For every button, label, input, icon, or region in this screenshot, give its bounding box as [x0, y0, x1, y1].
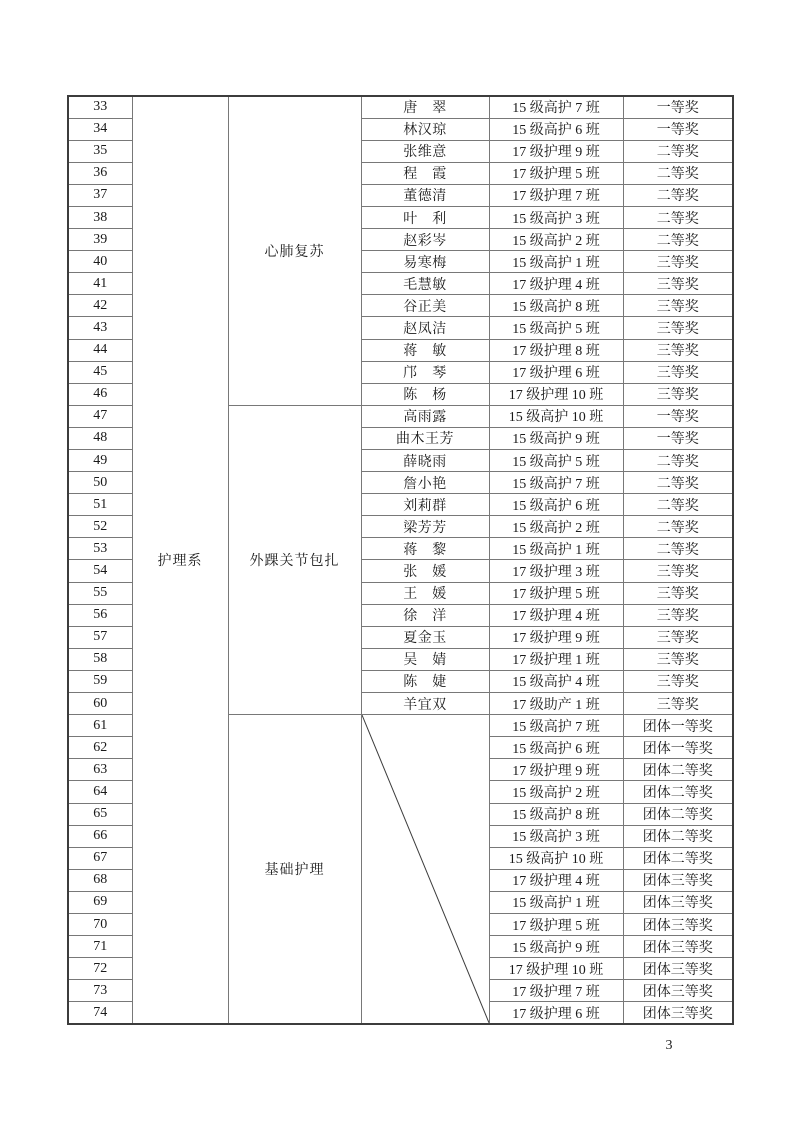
row-number-cell: 38 [68, 206, 132, 228]
row-number-cell: 67 [68, 847, 132, 869]
row-number-cell: 37 [68, 184, 132, 206]
student-name-cell: 陈 婕 [361, 670, 489, 692]
student-name-cell: 林汉琼 [361, 118, 489, 140]
row-number-cell: 41 [68, 273, 132, 295]
class-cell: 15 级高护 6 班 [489, 118, 623, 140]
row-number-cell: 33 [68, 96, 132, 118]
class-cell: 17 级护理 3 班 [489, 560, 623, 582]
award-cell: 三等奖 [623, 560, 733, 582]
award-cell: 团体三等奖 [623, 980, 733, 1002]
row-number-cell: 54 [68, 560, 132, 582]
award-cell: 一等奖 [623, 96, 733, 118]
student-name-cell: 蒋 敏 [361, 339, 489, 361]
row-number-cell: 53 [68, 538, 132, 560]
row-number-cell: 42 [68, 295, 132, 317]
row-number-cell: 46 [68, 383, 132, 405]
class-cell: 17 级护理 9 班 [489, 140, 623, 162]
award-cell: 团体二等奖 [623, 781, 733, 803]
competition-cell: 基础护理 [228, 715, 361, 1024]
row-number-cell: 64 [68, 781, 132, 803]
award-cell: 三等奖 [623, 604, 733, 626]
row-number-cell: 73 [68, 980, 132, 1002]
award-cell: 二等奖 [623, 229, 733, 251]
class-cell: 15 级高护 1 班 [489, 538, 623, 560]
award-cell: 一等奖 [623, 427, 733, 449]
award-cell: 三等奖 [623, 582, 733, 604]
row-number-cell: 71 [68, 936, 132, 958]
class-cell: 17 级护理 8 班 [489, 339, 623, 361]
class-cell: 17 级护理 4 班 [489, 869, 623, 891]
row-number-cell: 43 [68, 317, 132, 339]
row-number-cell: 57 [68, 626, 132, 648]
award-cell: 团体三等奖 [623, 936, 733, 958]
class-cell: 17 级护理 5 班 [489, 162, 623, 184]
award-cell: 团体一等奖 [623, 715, 733, 737]
student-name-cell: 王 媛 [361, 582, 489, 604]
row-number-cell: 47 [68, 405, 132, 427]
class-cell: 17 级护理 4 班 [489, 604, 623, 626]
class-cell: 15 级高护 3 班 [489, 206, 623, 228]
class-cell: 15 级高护 2 班 [489, 781, 623, 803]
row-number-cell: 56 [68, 604, 132, 626]
row-number-cell: 36 [68, 162, 132, 184]
page-number: 3 [665, 1038, 673, 1053]
class-cell: 17 级护理 6 班 [489, 1002, 623, 1024]
class-cell: 15 级高护 7 班 [489, 715, 623, 737]
award-cell: 二等奖 [623, 450, 733, 472]
award-cell: 三等奖 [623, 361, 733, 383]
class-cell: 17 级助产 1 班 [489, 693, 623, 715]
award-cell: 团体三等奖 [623, 1002, 733, 1024]
class-cell: 17 级护理 7 班 [489, 980, 623, 1002]
class-cell: 15 级高护 8 班 [489, 295, 623, 317]
class-cell: 15 级高护 7 班 [489, 96, 623, 118]
student-name-cell: 曲木王芳 [361, 427, 489, 449]
student-name-cell: 吴 婧 [361, 648, 489, 670]
award-cell: 一等奖 [623, 405, 733, 427]
department-cell: 护理系 [132, 96, 228, 1024]
student-name-cell: 程 霞 [361, 162, 489, 184]
award-cell: 三等奖 [623, 317, 733, 339]
student-name-cell: 赵凤洁 [361, 317, 489, 339]
row-number-cell: 58 [68, 648, 132, 670]
row-number-cell: 63 [68, 759, 132, 781]
row-number-cell: 69 [68, 891, 132, 913]
row-number-cell: 55 [68, 582, 132, 604]
class-cell: 15 级高护 9 班 [489, 427, 623, 449]
student-name-cell: 张 媛 [361, 560, 489, 582]
award-cell: 三等奖 [623, 339, 733, 361]
table-row [68, 96, 733, 118]
student-name-cell: 谷正美 [361, 295, 489, 317]
student-name-cell: 梁芳芳 [361, 516, 489, 538]
row-number-cell: 70 [68, 913, 132, 935]
row-number-cell: 34 [68, 118, 132, 140]
award-cell: 团体二等奖 [623, 803, 733, 825]
award-cell: 二等奖 [623, 184, 733, 206]
student-name-cell: 易寒梅 [361, 251, 489, 273]
row-number-cell: 35 [68, 140, 132, 162]
class-cell: 15 级高护 10 班 [489, 405, 623, 427]
awards-table [67, 95, 734, 1025]
row-number-cell: 50 [68, 472, 132, 494]
student-name-cell: 董德清 [361, 184, 489, 206]
row-number-cell: 74 [68, 1002, 132, 1024]
award-cell: 二等奖 [623, 206, 733, 228]
award-cell: 团体三等奖 [623, 913, 733, 935]
class-cell: 15 级高护 10 班 [489, 847, 623, 869]
row-number-cell: 66 [68, 825, 132, 847]
award-cell: 团体二等奖 [623, 847, 733, 869]
class-cell: 15 级高护 5 班 [489, 450, 623, 472]
class-cell: 15 级高护 2 班 [489, 229, 623, 251]
award-cell: 二等奖 [623, 538, 733, 560]
class-cell: 17 级护理 6 班 [489, 361, 623, 383]
award-cell: 三等奖 [623, 295, 733, 317]
row-number-cell: 65 [68, 803, 132, 825]
class-cell: 17 级护理 1 班 [489, 648, 623, 670]
row-number-cell: 51 [68, 494, 132, 516]
competition-cell: 外踝关节包扎 [228, 405, 361, 714]
class-cell: 17 级护理 5 班 [489, 913, 623, 935]
row-number-cell: 60 [68, 693, 132, 715]
award-cell: 三等奖 [623, 273, 733, 295]
class-cell: 17 级护理 7 班 [489, 184, 623, 206]
student-name-cell: 徐 洋 [361, 604, 489, 626]
class-cell: 17 级护理 4 班 [489, 273, 623, 295]
award-cell: 团体二等奖 [623, 759, 733, 781]
award-cell: 三等奖 [623, 648, 733, 670]
award-cell: 三等奖 [623, 693, 733, 715]
award-cell: 二等奖 [623, 140, 733, 162]
row-number-cell: 59 [68, 670, 132, 692]
student-name-cell: 刘莉群 [361, 494, 489, 516]
class-cell: 17 级护理 9 班 [489, 759, 623, 781]
student-name-cell: 陈 杨 [361, 383, 489, 405]
row-number-cell: 39 [68, 229, 132, 251]
class-cell: 17 级护理 5 班 [489, 582, 623, 604]
diagonal-strikethrough-line [362, 715, 489, 1023]
student-name-cell: 唐 翠 [361, 96, 489, 118]
award-cell: 三等奖 [623, 383, 733, 405]
row-number-cell: 49 [68, 450, 132, 472]
row-number-cell: 52 [68, 516, 132, 538]
student-name-cell: 邝 琴 [361, 361, 489, 383]
competition-cell: 心肺复苏 [228, 96, 361, 405]
award-cell: 三等奖 [623, 670, 733, 692]
award-cell: 三等奖 [623, 626, 733, 648]
award-cell: 团体二等奖 [623, 825, 733, 847]
class-cell: 15 级高护 9 班 [489, 936, 623, 958]
name-diagonal-cell [361, 715, 489, 1024]
row-number-cell: 48 [68, 427, 132, 449]
class-cell: 15 级高护 6 班 [489, 737, 623, 759]
class-cell: 15 级高护 8 班 [489, 803, 623, 825]
student-name-cell: 叶 利 [361, 206, 489, 228]
student-name-cell: 张维意 [361, 140, 489, 162]
student-name-cell: 毛慧敏 [361, 273, 489, 295]
award-cell: 三等奖 [623, 251, 733, 273]
class-cell: 15 级高护 7 班 [489, 472, 623, 494]
class-cell: 17 级护理 10 班 [489, 958, 623, 980]
awards-table-body [68, 96, 733, 1024]
class-cell: 15 级高护 1 班 [489, 251, 623, 273]
class-cell: 15 级高护 3 班 [489, 825, 623, 847]
student-name-cell: 夏金玉 [361, 626, 489, 648]
row-number-cell: 45 [68, 361, 132, 383]
class-cell: 15 级高护 1 班 [489, 891, 623, 913]
row-number-cell: 68 [68, 869, 132, 891]
award-cell: 一等奖 [623, 118, 733, 140]
student-name-cell: 詹小艳 [361, 472, 489, 494]
student-name-cell: 羊宜双 [361, 693, 489, 715]
award-cell: 团体三等奖 [623, 958, 733, 980]
award-cell: 团体三等奖 [623, 891, 733, 913]
class-cell: 15 级高护 6 班 [489, 494, 623, 516]
award-cell: 二等奖 [623, 162, 733, 184]
student-name-cell: 赵彩岑 [361, 229, 489, 251]
student-name-cell: 薛晓雨 [361, 450, 489, 472]
class-cell: 15 级高护 5 班 [489, 317, 623, 339]
award-cell: 团体三等奖 [623, 869, 733, 891]
student-name-cell: 蒋 黎 [361, 538, 489, 560]
award-cell: 二等奖 [623, 494, 733, 516]
award-cell: 团体一等奖 [623, 737, 733, 759]
row-number-cell: 40 [68, 251, 132, 273]
student-name-cell: 高雨露 [361, 405, 489, 427]
row-number-cell: 72 [68, 958, 132, 980]
row-number-cell: 44 [68, 339, 132, 361]
row-number-cell: 61 [68, 715, 132, 737]
class-cell: 15 级高护 4 班 [489, 670, 623, 692]
award-cell: 二等奖 [623, 472, 733, 494]
class-cell: 15 级高护 2 班 [489, 516, 623, 538]
class-cell: 17 级护理 9 班 [489, 626, 623, 648]
class-cell: 17 级护理 10 班 [489, 383, 623, 405]
row-number-cell: 62 [68, 737, 132, 759]
award-cell: 二等奖 [623, 516, 733, 538]
